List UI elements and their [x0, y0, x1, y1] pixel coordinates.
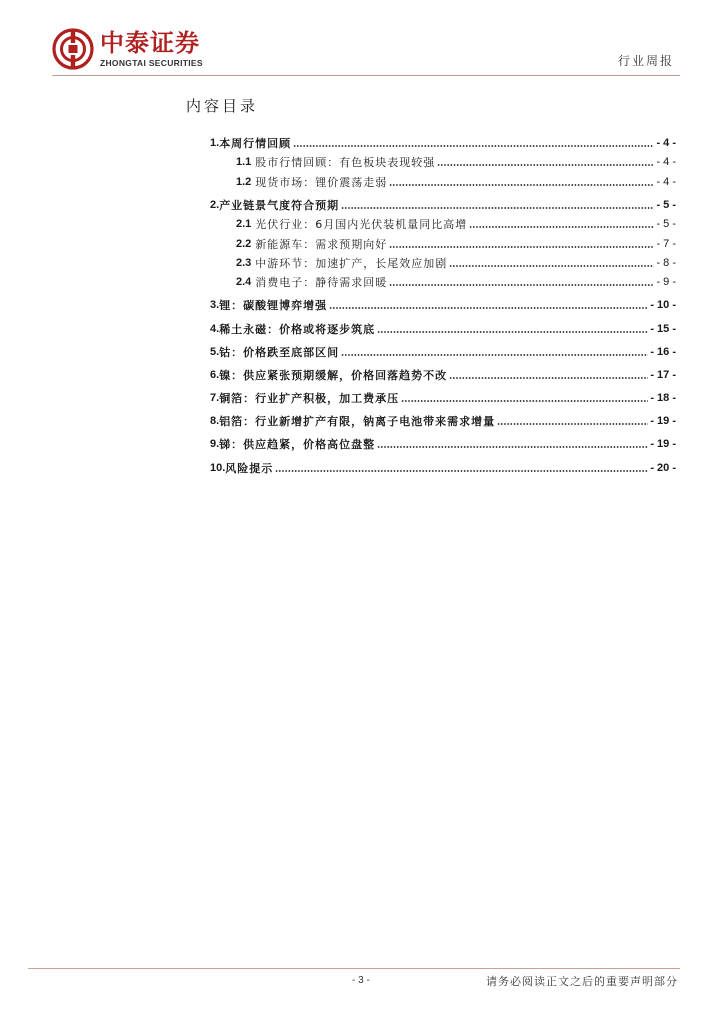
toc-entry-number: 9. — [210, 438, 220, 451]
toc-entry-page: - 15 - — [650, 322, 676, 335]
toc-entry-number: 10. — [210, 461, 226, 474]
toc-dot-leader — [389, 246, 654, 248]
company-logo — [52, 28, 252, 72]
toc-dot-leader — [341, 207, 654, 209]
toc-dot-leader — [449, 377, 648, 379]
toc-entry-title: 新能源车：需求预期向好 — [255, 237, 388, 251]
toc-entry-page: - 7 - — [656, 237, 676, 250]
toc-entry[interactable] — [210, 382, 676, 405]
toc-entry-number: 6. — [210, 368, 220, 381]
toc-entry-page: - 19 - — [650, 415, 676, 428]
toc-dot-leader — [377, 331, 648, 333]
toc-entry-page: - 4 - — [656, 175, 676, 188]
toc-entry-title: 铜箔：行业扩产积极，加工费承压 — [219, 392, 400, 406]
toc-entry-title: 锑：供应趋紧，价格高位盘整 — [219, 438, 376, 452]
toc-entry[interactable] — [210, 150, 676, 169]
toc-entry-title: 股市行情回顾：有色板块表现较强 — [255, 156, 436, 170]
toc-entry-page: - 4 - — [656, 156, 676, 169]
toc-entry-number: 2.3 — [236, 256, 252, 269]
toc-dot-leader — [329, 307, 648, 309]
toc-entry-title: 镍：供应紧张预期缓解，价格回落趋势不改 — [219, 368, 448, 382]
toc-entry-number: 5. — [210, 345, 220, 358]
toc-entry-number: 1.2 — [236, 175, 252, 188]
toc-entry-page: - 5 - — [656, 198, 676, 211]
toc-entry-number: 2. — [210, 198, 220, 211]
toc-entry-page: - 17 - — [650, 368, 676, 381]
toc-entry-number: 3. — [210, 299, 220, 312]
toc-entry-number: 2.4 — [236, 276, 252, 289]
toc-entry-page: - 10 - — [650, 299, 676, 312]
toc-entry[interactable] — [210, 212, 676, 231]
toc-entry[interactable] — [210, 251, 676, 270]
toc-entry[interactable] — [210, 289, 676, 312]
toc-entry[interactable] — [210, 405, 676, 428]
toc-dot-leader — [377, 446, 648, 448]
logo-chinese-name: 中泰证券 — [100, 29, 200, 57]
toc-entry-title: 消费电子：静待需求回暖 — [255, 276, 388, 290]
toc-entry-page: - 19 - — [650, 438, 676, 451]
toc-entry-number: 2.1 — [236, 218, 252, 231]
toc-entry-title: 钴：价格跌至底部区间 — [219, 345, 340, 359]
toc-entry-title: 光伏行业：6月国内光伏装机量同比高增 — [255, 218, 468, 232]
toc-entry-page: - 9 - — [656, 276, 676, 289]
toc-entry-title: 稀土永磁：价格或将逐步筑底 — [219, 322, 376, 336]
toc-entry-page: - 5 - — [656, 218, 676, 231]
toc-entry[interactable] — [210, 359, 676, 382]
toc-entry[interactable] — [210, 127, 676, 150]
footer-disclaimer: 请务必阅读正文之后的重要声明部分 — [486, 975, 678, 988]
toc-entry-page: - 16 - — [650, 345, 676, 358]
toc-entry-number: 4. — [210, 322, 220, 335]
toc-entry-page: - 4 - — [656, 137, 676, 150]
toc-entry-title: 中游环节：加速扩产，长尾效应加剧 — [255, 256, 448, 270]
toc-entry-page: - 8 - — [656, 256, 676, 269]
toc-title: 内容目录 — [186, 97, 259, 115]
toc-entry-number: 8. — [210, 415, 220, 428]
toc-entry[interactable] — [210, 231, 676, 250]
toc-entry[interactable] — [210, 169, 676, 188]
toc-entry[interactable] — [210, 428, 676, 451]
toc-dot-leader — [293, 145, 654, 147]
toc-entry-title: 风险提示 — [225, 461, 274, 475]
toc-entry-title: 铝箔：行业新增扩产有限，钠离子电池带来需求增量 — [219, 415, 496, 429]
footer-page-number: - 3 - — [352, 975, 370, 986]
toc-entry-number: 1. — [210, 137, 220, 150]
toc-entry-number: 2.2 — [236, 237, 252, 250]
toc-dot-leader — [389, 284, 654, 286]
toc-dot-leader — [275, 470, 648, 472]
toc-entry[interactable] — [210, 270, 676, 289]
toc-dot-leader — [341, 354, 648, 356]
toc-dot-leader — [389, 184, 654, 186]
toc-entry[interactable] — [210, 189, 676, 212]
toc-entry[interactable] — [210, 451, 676, 474]
toc-entry-number: 7. — [210, 392, 220, 405]
report-type-label: 行业周报 — [617, 54, 674, 68]
toc-entry-title: 本周行情回顾 — [219, 137, 292, 151]
header-divider — [52, 75, 680, 76]
logo-english-name: ZHONGTAI SECURITIES — [100, 58, 203, 68]
page-header — [0, 0, 724, 90]
toc-entry-title: 产业链景气度符合预期 — [219, 198, 340, 212]
toc-entry-number: 1.1 — [236, 156, 252, 169]
toc-dot-leader — [449, 265, 654, 267]
toc-entry[interactable] — [210, 312, 676, 335]
toc-dot-leader — [401, 400, 648, 402]
footer-divider — [28, 968, 680, 969]
zhongtai-logo-icon — [52, 28, 94, 70]
toc-entry-page: - 20 - — [650, 461, 676, 474]
table-of-contents — [210, 127, 676, 475]
toc-dot-leader — [497, 423, 648, 425]
toc-dot-leader — [437, 164, 654, 166]
toc-entry-title: 锂：碳酸锂博弈增强 — [219, 299, 328, 313]
toc-dot-leader — [469, 226, 654, 228]
toc-entry-title: 现货市场：锂价震荡走弱 — [255, 175, 388, 189]
toc-entry-page: - 18 - — [650, 392, 676, 405]
toc-entry[interactable] — [210, 336, 676, 359]
